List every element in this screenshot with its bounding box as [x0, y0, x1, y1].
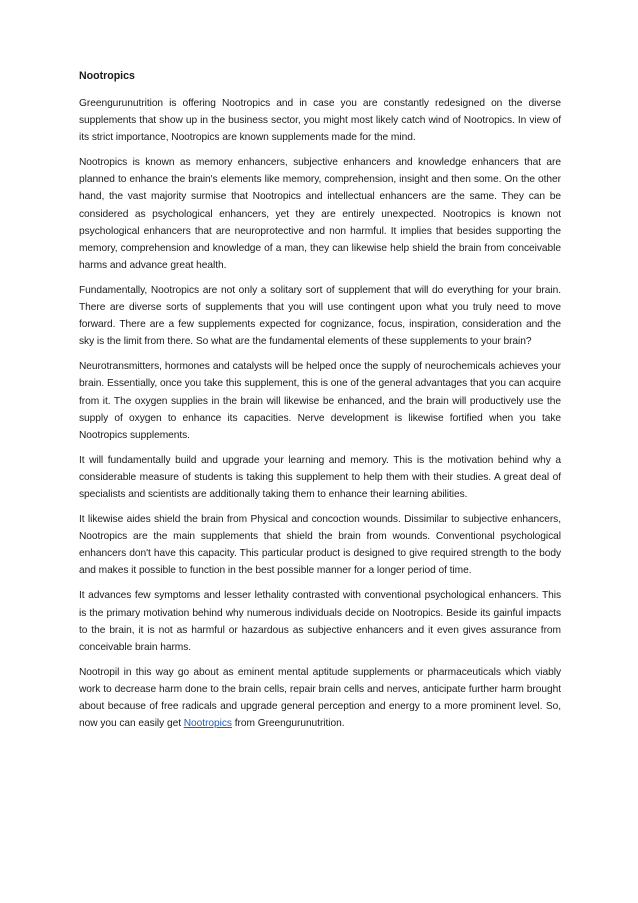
paragraph-3: Fundamentally, Nootropics are not only a solitary sort of supplement that will do everything for your brain. There are diverse sorts of supplements that you will use contingent upon what you truly need to move forward. There are a few supplements expected for cognizance, focus, inspiration, consideration and the sky is the limit from there. So what are the fundamental elements of these supplements to your brain?	[79, 284, 561, 348]
document-title: Nootropics	[79, 70, 135, 82]
paragraph-6: It likewise aides shield the brain from Physical and concoction wounds. Dissimilar to subjective enhancers, Nootropics are the main supplements that shield the brain from wounds. Conventional psychological enhancers don't have this capacity. This particular product is designed to give required strength to the body and makes it possible to function in the best possible manner for a longer period of time.	[79, 514, 561, 577]
paragraph-4: Neurotransmitters, hormones and catalysts will be helped once the supply of neurochemicals achieves your brain. Essentially, once you take this supplement, this is one of the general advantages that you can acquire from it. The oxygen supplies in the brain will likewise be enhanced, and the brain will productively use the supply of oxygen to enhance its capacities. Nerve development is likewise fortified when you take Nootropics supplements.	[79, 361, 561, 441]
paragraph-5: It will fundamentally build and upgrade your learning and memory. This is the motivation behind why a considerable measure of students is taking this supplement to help them with their studies. A great deal of specialists and scientists are additionally taking them to enhance their learning abilities.	[79, 454, 561, 500]
paragraph-8	[79, 664, 561, 732]
paragraph-1: Greengurunutrition is offering Nootropics and in case you are constantly redesigned on the diverse supplements that show up in the business sector, you might most likely catch wind of Nootropics. In view of its strict importance, Nootropics are known supplements made for the mind.	[79, 98, 561, 144]
paragraph-8-text-after-link: from Greengurunutrition.	[231, 718, 345, 730]
nootropics-link[interactable]: Nootropics	[183, 718, 232, 730]
paragraph-2: Nootropics is known as memory enhancers, subjective enhancers and knowledge enhancers that are planned to enhance the brain's elements like memory, comprehension, insight and then some. On the other hand, the vast majority surmise that Nootropics and intellectual enhancers are the same. They can be considered as psychological enhancers, yet they are entirely unexpected. Nootropics is known not psychological enhancers that are neuroprotective and non harmful. It implies that besides supporting the memory, comprehension and knowledge of a man, they can likewise help shield the brain from conceivable harms and advance great health.	[79, 157, 561, 271]
paragraph-8-text-before-link: Nootropil in this way go about as eminent mental aptitude supplements or pharmaceuticals which viably work to decrease harm done to the brain cells, repair brain cells and nerves, anticipate further harm brought about because of free radicals and upgrade general perception and energy to a more prominent level. So, now you can easily get	[79, 666, 561, 730]
paragraph-7: It advances few symptoms and lesser lethality contrasted with conventional psychological enhancers. This is the primary motivation behind why numerous individuals decide on Nootropics. Beside its gainful impacts to the brain, it is not as harmful or hazardous as subjective enhancers and it even gives assurance from conceivable brain harms.	[79, 590, 561, 653]
